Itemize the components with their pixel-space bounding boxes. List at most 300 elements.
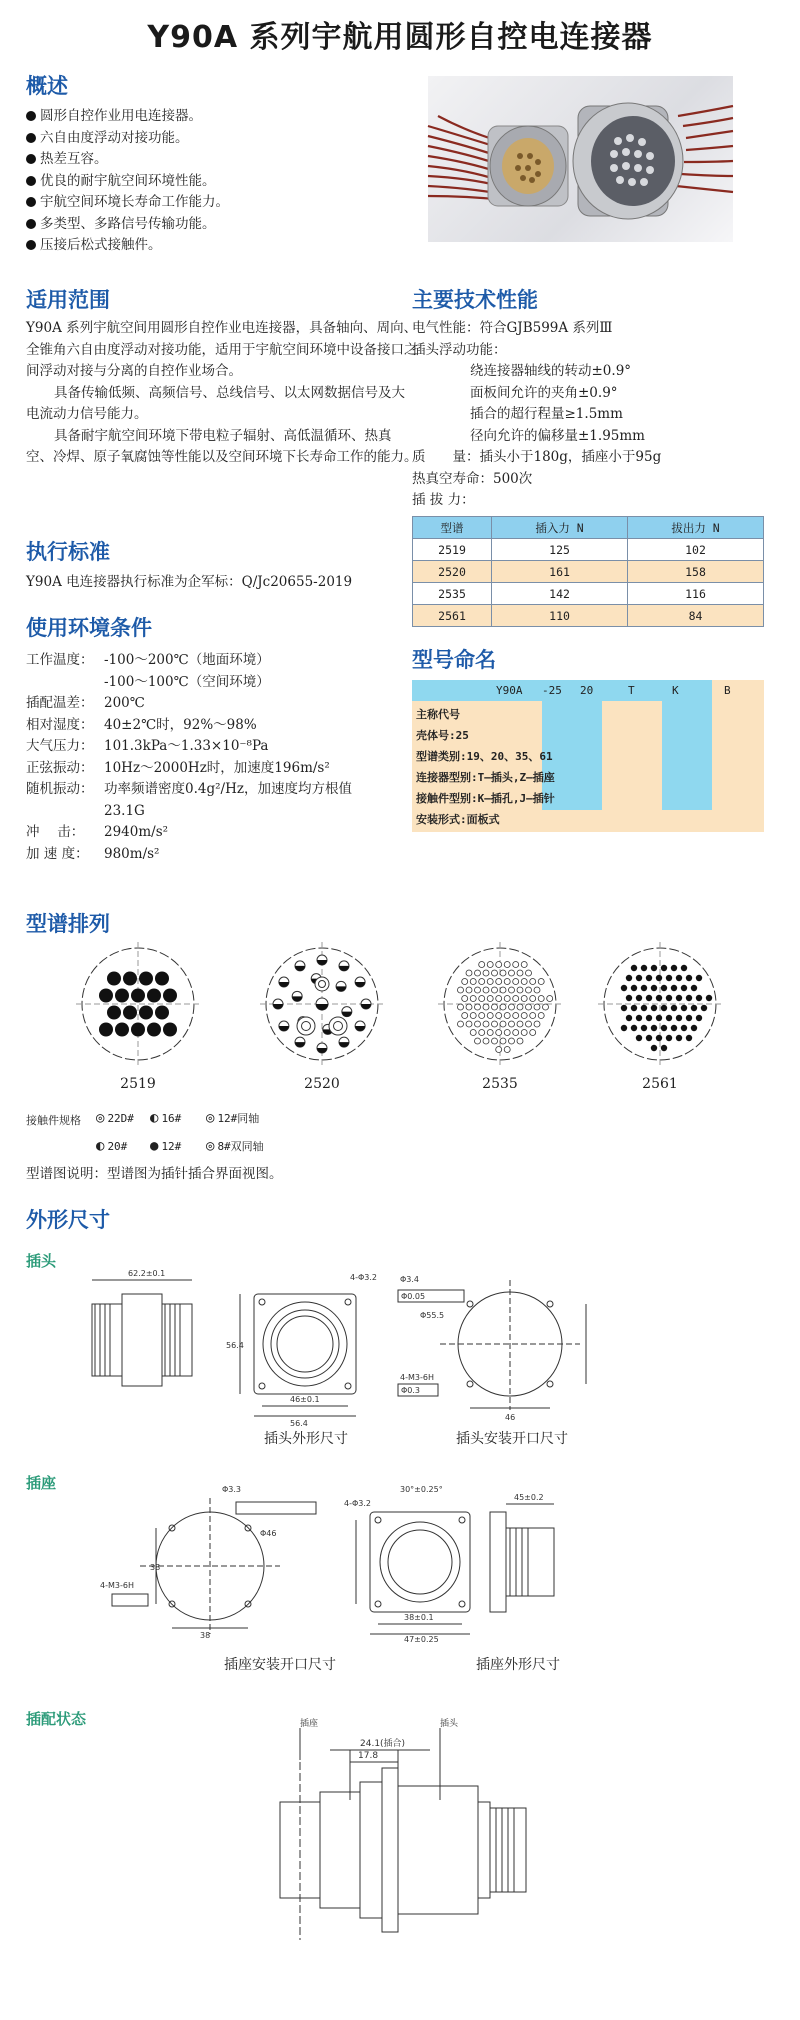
scope-paragraph: 具备传输低频、高频信号、总线信号、以太网数据信号及大电流动力信号能力。 (26, 384, 405, 422)
pin (521, 996, 527, 1002)
pin (470, 996, 476, 1002)
plug-caption: 插头外形尺寸 (264, 1431, 348, 1447)
table-cell: 84 (628, 605, 764, 627)
pin (492, 1038, 498, 1044)
pin (496, 979, 502, 985)
dim-text: Φ3.4 (400, 1275, 420, 1284)
mate-label: 插配状态 (26, 1710, 87, 1728)
dim-text: 47±0.25 (404, 1635, 439, 1644)
pin (466, 1004, 472, 1010)
pin (671, 1025, 677, 1031)
env-value: 40±2℃时，92%～98% (104, 716, 257, 733)
pin (513, 979, 519, 985)
contact-icon: ◎ (96, 1110, 105, 1126)
pin (530, 996, 536, 1002)
env-label: 大气压力： (26, 738, 94, 754)
pin (661, 1025, 667, 1031)
env-row (26, 693, 426, 715)
pin (470, 979, 476, 985)
pin (163, 989, 177, 1003)
dim-text: 4-M3-6H (400, 1373, 434, 1382)
scope-heading: 适用范围 (26, 288, 110, 312)
plug-flange (254, 1294, 356, 1394)
scope-paragraph: Y90A 系列宇航空间用圆形自控作业电连接器，具备轴向、周向、全锥角六自由度浮动对接功能，适用于宇航空间环境中设备接口之间浮动对接与分离的自控作业场合。 (26, 320, 418, 379)
pin (462, 996, 468, 1002)
pin (458, 1004, 464, 1010)
table-header-cell: 插入力 N (492, 517, 628, 539)
pin (676, 1035, 682, 1041)
pin (526, 1021, 532, 1027)
bullet-text: 多类型、多路信号传输功能。 (40, 215, 216, 232)
pin (475, 1038, 481, 1044)
pin (671, 985, 677, 991)
contact-icon: ◐ (150, 1110, 159, 1126)
pin (163, 1023, 177, 1037)
pin (521, 979, 527, 985)
pin (538, 1013, 544, 1019)
pin (487, 962, 493, 968)
pin (475, 1004, 481, 1010)
pin (666, 975, 672, 981)
pin (470, 1013, 476, 1019)
table-cell: 2520 (413, 561, 492, 583)
model-code: B (724, 684, 731, 697)
pin (661, 965, 667, 971)
env-label: 冲 击： (26, 824, 85, 840)
pin (155, 972, 169, 986)
pin (504, 979, 510, 985)
layout-2535 (438, 942, 562, 1066)
pin (666, 1035, 672, 1041)
pin (538, 979, 544, 985)
pin (696, 995, 702, 1001)
env-label: 正弦振动： (26, 759, 94, 776)
env-row (26, 650, 426, 672)
tech-heading: 主要技术性能 (412, 288, 538, 312)
connector-photo-svg (428, 76, 733, 242)
pin (671, 965, 677, 971)
contact-icon: ◐ (96, 1138, 105, 1154)
legend-title: 接触件规格 (26, 1114, 81, 1127)
pin (458, 987, 464, 993)
bullet-text: 优良的耐宇航空间环境性能。 (40, 172, 216, 189)
pin (500, 1038, 506, 1044)
pin (646, 995, 652, 1001)
pin (626, 995, 632, 1001)
pin (538, 996, 544, 1002)
legend-item (96, 1110, 134, 1126)
bullet-icon (26, 197, 36, 207)
dim-text: 38 (200, 1631, 211, 1640)
model-row: 接触件型别:K—插孔,J—插针 (416, 792, 555, 805)
dim-text: Φ0.05 (401, 1292, 426, 1301)
env-value: -100～200℃（地面环境） (104, 652, 270, 668)
pin (530, 1030, 536, 1036)
env-row (26, 758, 426, 780)
pin (496, 1047, 502, 1053)
pin (504, 1013, 510, 1019)
pin (479, 962, 485, 968)
table-cell: 2561 (413, 605, 492, 627)
model-row: 安装形式:面板式 (416, 813, 500, 826)
plug-side-front (162, 1304, 192, 1376)
env-value: 10Hz～2000Hz时，加速度196m/s² (104, 759, 330, 776)
dim-text: 38 (150, 1563, 161, 1572)
pin (479, 1030, 485, 1036)
env-value: 980m/s² (104, 845, 160, 862)
standard-heading: 执行标准 (26, 540, 110, 564)
socket-label: 插座 (26, 1474, 57, 1492)
table-cell: 125 (492, 539, 628, 561)
pin (513, 996, 519, 1002)
env-row (26, 672, 426, 694)
pin (691, 985, 697, 991)
layout-2520 (260, 942, 384, 1066)
pin (656, 1015, 662, 1021)
dim-text: Φ55.5 (420, 1311, 445, 1320)
legend-text: 12# (161, 1140, 182, 1153)
pin (479, 979, 485, 985)
pin (676, 975, 682, 981)
pin (530, 979, 536, 985)
pin (496, 1030, 502, 1036)
legend-text: 20# (107, 1140, 128, 1153)
tech-line: 插合的超行程量≥1.5mm (470, 406, 623, 422)
pin (470, 1030, 476, 1036)
table-cell: 110 (492, 605, 628, 627)
pin (517, 1021, 523, 1027)
pin (107, 972, 121, 986)
pin (466, 970, 472, 976)
table-cell: 161 (492, 561, 628, 583)
overview-bullet (26, 128, 416, 150)
pin (139, 972, 153, 986)
scope-text (26, 318, 418, 469)
pin (500, 1004, 506, 1010)
tech-list (412, 318, 772, 512)
pin (696, 1015, 702, 1021)
tech-line: 热真空寿命：500次 (412, 470, 533, 487)
table-cell: 116 (628, 583, 764, 605)
env-row (26, 715, 426, 737)
pin (504, 1047, 510, 1053)
pin (641, 1025, 647, 1031)
pin (636, 1015, 642, 1021)
pin (631, 985, 637, 991)
pin (651, 1045, 657, 1051)
pin (155, 1006, 169, 1020)
table-header-cell: 拔出力 N (628, 517, 764, 539)
pin (521, 1013, 527, 1019)
tech-line: 绕连接器轴线的转动±0.9° (470, 363, 632, 379)
pin (626, 975, 632, 981)
env-label: 插配温差： (26, 695, 94, 711)
pin (479, 1013, 485, 1019)
tech-line: 质 量：插头小于180g，插座小于95g (412, 449, 662, 465)
table-cell: 2535 (413, 583, 492, 605)
pin (504, 996, 510, 1002)
legend-text: 22D# (107, 1112, 134, 1125)
pin (691, 1005, 697, 1011)
overview-bullet (26, 192, 416, 214)
pin (479, 996, 485, 1002)
pin (466, 1021, 472, 1027)
model-code: Y90A (496, 684, 523, 697)
mating-drawing (0, 1700, 800, 1960)
pin (666, 995, 672, 1001)
pin (521, 1030, 527, 1036)
pin (483, 1021, 489, 1027)
pin (547, 996, 553, 1002)
model-row: 壳体号:25 (416, 729, 469, 742)
model-row: 型谱类别:19、20、35、61 (416, 750, 553, 763)
bullet-text: 热差互容。 (40, 151, 108, 167)
pin (496, 1013, 502, 1019)
pin (534, 987, 540, 993)
pin (646, 1035, 652, 1041)
overview-heading: 概述 (26, 74, 68, 98)
pin (509, 1021, 515, 1027)
env-value: 23.1G (104, 802, 145, 819)
pin (636, 975, 642, 981)
pin (107, 1006, 121, 1020)
pin (115, 1023, 129, 1037)
pin (646, 1015, 652, 1021)
pin (641, 1005, 647, 1011)
pin (131, 989, 145, 1003)
dim-text: 24.1(插合) (360, 1739, 406, 1749)
pin (661, 1005, 667, 1011)
pin (517, 1004, 523, 1010)
layouts-note: 型谱图说明：型谱图为插针插合界面视图。 (26, 1166, 283, 1182)
tech-line: 径向允许的偏移量±1.95mm (470, 427, 645, 444)
legend-text: 12#同轴 (217, 1112, 260, 1125)
model-code: 20 (580, 684, 594, 697)
layout-caption: 2535 (482, 1076, 518, 1092)
legend-item (150, 1110, 181, 1126)
dim-text: 46 (505, 1413, 516, 1422)
pin (526, 987, 532, 993)
model-diagram (412, 680, 764, 832)
layout-2519 (76, 942, 200, 1066)
pin (483, 987, 489, 993)
pin (115, 989, 129, 1003)
pin (681, 985, 687, 991)
pin (487, 979, 493, 985)
pin (651, 965, 657, 971)
pin (661, 1045, 667, 1051)
env-row (26, 801, 426, 823)
pin (483, 1038, 489, 1044)
pin (475, 987, 481, 993)
plug-caption: 插头安装开口尺寸 (456, 1431, 568, 1447)
legend-text: 16# (161, 1112, 182, 1125)
table-row (413, 605, 764, 627)
pin (147, 989, 161, 1003)
dim-text: Φ0.3 (401, 1386, 421, 1395)
pin (526, 1004, 532, 1010)
model-heading: 型号命名 (412, 648, 496, 672)
model-code: K (672, 684, 679, 697)
pin (509, 1004, 515, 1010)
standard-text: Y90A 电连接器执行标准为企军标：Q/Jc20655-2019 (26, 574, 353, 590)
bullet-icon (26, 219, 36, 229)
pin (147, 1023, 161, 1037)
env-label: 加 速 度： (26, 845, 89, 862)
pin (666, 1015, 672, 1021)
pin (517, 970, 523, 976)
table-header-row (413, 517, 764, 539)
table-row (413, 539, 764, 561)
env-value: 功率频谱密度0.4g²/Hz，加速度均方根值 (104, 781, 352, 797)
pin (651, 1025, 657, 1031)
dim-text: Φ46 (260, 1529, 277, 1538)
pin (686, 995, 692, 1001)
env-value: 2940m/s² (104, 824, 169, 840)
pin (500, 987, 506, 993)
bullet-icon (26, 154, 36, 164)
pin (626, 1015, 632, 1021)
pin (521, 962, 527, 968)
pin (462, 1013, 468, 1019)
pin (496, 962, 502, 968)
model-code: T (628, 684, 635, 697)
pin (676, 1015, 682, 1021)
pin (500, 970, 506, 976)
plug-side-body (122, 1294, 162, 1386)
env-row (26, 844, 426, 866)
pin (706, 995, 712, 1001)
force-table (412, 516, 764, 627)
contact-icon: ● (150, 1138, 159, 1154)
env-row (26, 736, 426, 758)
dim-text: 插头 (440, 1719, 459, 1729)
pin (686, 1035, 692, 1041)
legend-item (206, 1138, 264, 1154)
pin (504, 962, 510, 968)
dim-text: 56.4 (290, 1419, 308, 1428)
pin (656, 1035, 662, 1041)
env-label (26, 672, 104, 694)
env-value: -100～100℃（空间环境） (104, 673, 270, 690)
dims-heading: 外形尺寸 (26, 1208, 110, 1232)
pin (504, 1030, 510, 1036)
pin (636, 1035, 642, 1041)
pin (492, 987, 498, 993)
env-label: 相对湿度： (26, 716, 94, 733)
dim-text: 45±0.2 (514, 1493, 544, 1502)
pin (139, 1006, 153, 1020)
bullet-icon (26, 111, 36, 121)
env-value: 200℃ (104, 695, 145, 711)
pin (123, 972, 137, 986)
overview-bullet (26, 214, 416, 236)
connector-photo (428, 76, 733, 242)
pin (500, 1021, 506, 1027)
bullet-icon (26, 133, 36, 143)
pin (681, 1025, 687, 1031)
pin (492, 1004, 498, 1010)
pin (621, 1025, 627, 1031)
legend-text: 8#双同轴 (217, 1140, 264, 1153)
dim-text: 62.2±0.1 (128, 1269, 166, 1278)
pin (530, 1013, 536, 1019)
table-row (413, 561, 764, 583)
overview-bullet (26, 171, 416, 193)
pin (701, 1005, 707, 1011)
overview-list (26, 106, 416, 257)
pin (123, 1006, 137, 1020)
pin (631, 965, 637, 971)
env-label: 工作温度： (26, 652, 94, 668)
table-cell: 102 (628, 539, 764, 561)
pin (99, 1023, 113, 1037)
dim-text: 4-M3-6H (100, 1581, 134, 1590)
legend-item (206, 1110, 259, 1126)
plug-label: 插头 (26, 1252, 57, 1270)
pin (671, 1005, 677, 1011)
pin (483, 970, 489, 976)
pin (462, 979, 468, 985)
pin (651, 985, 657, 991)
model-row: 连接器型别:T—插头,Z—插座 (416, 771, 555, 784)
environment-heading: 使用环境条件 (26, 616, 152, 640)
tech-line: 插头浮动功能： (412, 341, 507, 358)
pin (686, 1015, 692, 1021)
bullet-text: 圆形自控作业用电连接器。 (40, 108, 202, 124)
pin (487, 1013, 493, 1019)
layout-2561 (598, 942, 722, 1066)
socket-caption: 插座安装开口尺寸 (224, 1657, 336, 1673)
pin (513, 962, 519, 968)
pin (621, 1005, 627, 1011)
socket-caption: 插座外形尺寸 (476, 1657, 560, 1673)
pin (509, 1038, 515, 1044)
pin (526, 970, 532, 976)
model-band-blue (412, 680, 662, 701)
env-value: 101.3kPa～1.33×10⁻⁸Pa (104, 738, 269, 754)
pin (641, 965, 647, 971)
pin (656, 975, 662, 981)
overview-bullet (26, 235, 416, 257)
pin (681, 1005, 687, 1011)
pin (466, 987, 472, 993)
pin (681, 965, 687, 971)
tech-line: 插 拔 力： (412, 492, 475, 508)
table-cell: 2519 (413, 539, 492, 561)
tech-line: 面板间允许的夹角±0.9° (470, 384, 618, 401)
dim-text: Φ3.3 (222, 1485, 242, 1494)
bullet-icon (26, 240, 36, 250)
dim-text: 4-Φ3.2 (350, 1273, 377, 1282)
pin (646, 975, 652, 981)
layout-caption: 2520 (304, 1076, 340, 1092)
pin (131, 1023, 145, 1037)
env-row (26, 779, 426, 801)
table-cell: 158 (628, 561, 764, 583)
plug-drawing (0, 1260, 800, 1428)
dim-text: 插座 (300, 1719, 319, 1729)
pin (487, 996, 493, 1002)
bullet-text: 六自由度浮动对接功能。 (40, 129, 189, 146)
pin (475, 1021, 481, 1027)
contact-icon: ◎ (206, 1110, 215, 1126)
overview-bullet (26, 149, 416, 171)
overview-bullet (26, 106, 416, 128)
pin (621, 985, 627, 991)
scope-paragraph: 具备耐宇航空间环境下带电粒子辐射、高低温循环、热真空、冷焊、原子氧腐蚀等性能以及空间环境下长寿命工作的能力。 (26, 427, 418, 465)
pin (475, 970, 481, 976)
